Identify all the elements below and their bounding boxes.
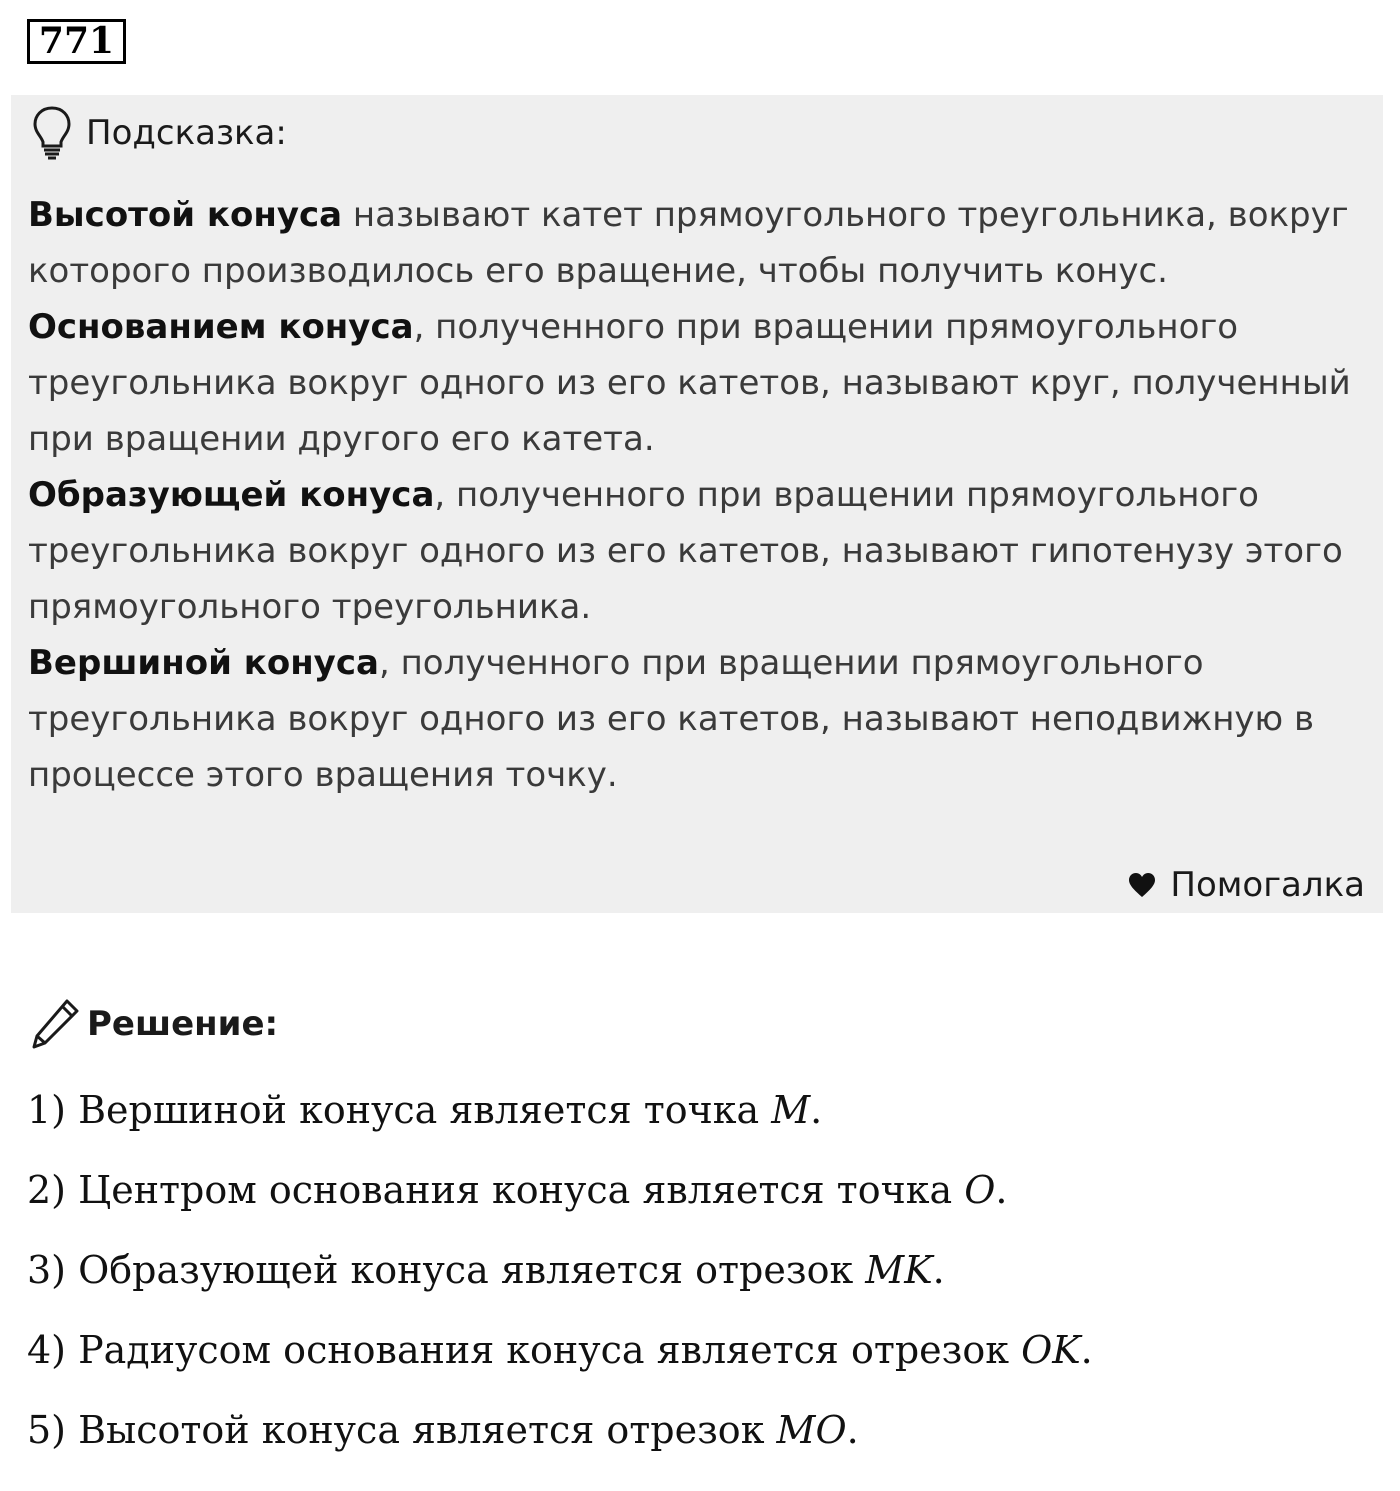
step-variable: MK <box>865 1248 933 1292</box>
step-variable: O <box>964 1168 996 1212</box>
step-end: . <box>1080 1328 1093 1372</box>
hint-title: Подсказка: <box>86 113 287 153</box>
heart-icon <box>1128 872 1156 898</box>
solution-title: Решение: <box>87 1004 279 1044</box>
credit[interactable] <box>1128 863 1365 907</box>
hint-paragraph <box>28 467 1368 635</box>
solution-step <box>27 1080 1367 1160</box>
hint-paragraph <box>28 635 1368 803</box>
solution-step <box>27 1400 1367 1480</box>
step-end: . <box>846 1408 859 1452</box>
solution-step <box>27 1320 1367 1400</box>
solution-steps <box>27 1080 1367 1480</box>
solution-header <box>31 996 278 1052</box>
step-text: 5) Высотой конуса является отрезок <box>27 1408 777 1452</box>
hint-term: Вершиной конуса <box>28 643 379 683</box>
hint-paragraph <box>28 187 1368 299</box>
step-text: 3) Образующей конуса является отрезок <box>27 1248 866 1292</box>
step-text: 2) Центром основания конуса является точка <box>27 1168 965 1212</box>
hint-box <box>11 95 1383 913</box>
hint-text: , полученного при вращении прямоугольного треугольника вокруг одного из его катетов, называют круг, полученный при вращении другого его катета. <box>28 307 1351 459</box>
hint-text: , полученного при вращении прямоугольного треугольника вокруг одного из его катетов, называют неподвижную в процессе этого вращения точку. <box>28 643 1315 795</box>
credit-label: Помогалка <box>1170 865 1365 905</box>
step-text: 4) Радиусом основания конуса является отрезок <box>27 1328 1022 1372</box>
solution-step <box>27 1240 1367 1320</box>
step-variable: MO <box>776 1408 847 1452</box>
step-variable: OK <box>1021 1328 1081 1372</box>
step-variable: M <box>771 1088 811 1132</box>
hint-text: , полученного при вращении прямоугольного треугольника вокруг одного из его катетов, называют гипотенузу этого прямоугольного треугольника. <box>28 475 1343 627</box>
hint-paragraph <box>28 299 1368 467</box>
hint-term: Высотой конуса <box>28 195 343 235</box>
step-end: . <box>995 1168 1008 1212</box>
hint-term: Образующей конуса <box>28 475 435 515</box>
step-end: . <box>810 1088 823 1132</box>
solution-step <box>27 1160 1367 1240</box>
hint-header <box>32 103 287 163</box>
step-text: 1) Вершиной конуса является точка <box>27 1088 772 1132</box>
hint-body <box>28 187 1368 803</box>
lightbulb-icon <box>32 105 72 161</box>
hint-text: называют катет прямоугольного треугольника, вокруг которого производилось его вращение, чтобы получить конус. <box>28 195 1349 291</box>
pencil-icon <box>31 997 81 1051</box>
task-number: 771 <box>27 19 126 64</box>
hint-term: Основанием конуса <box>28 307 414 347</box>
step-end: . <box>932 1248 945 1292</box>
